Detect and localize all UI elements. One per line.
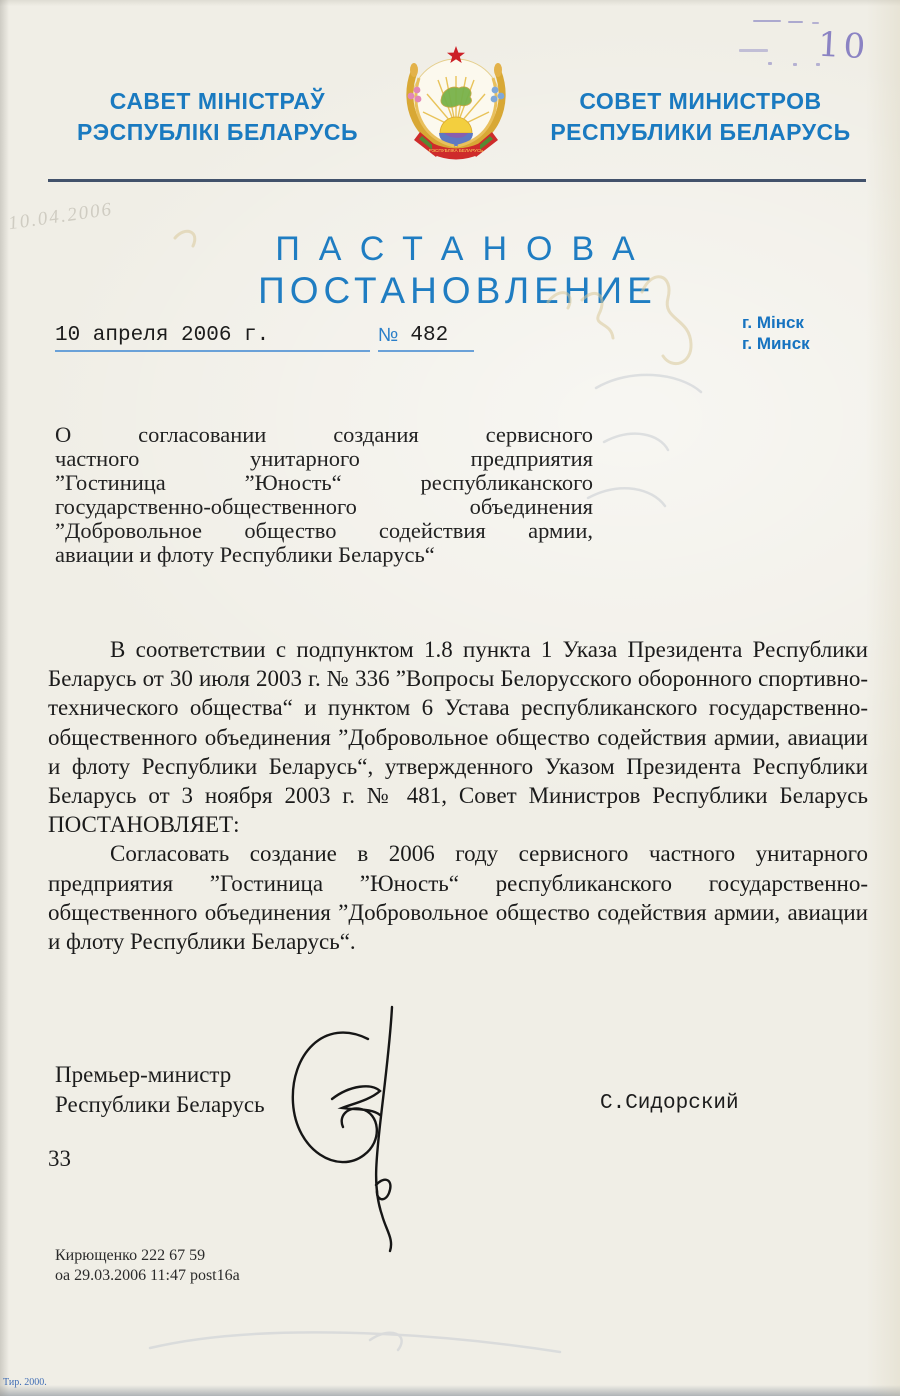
- title-russian: ПОСТАНОВЛЕНИЕ: [258, 270, 657, 311]
- pencil-dot: [793, 63, 797, 66]
- signer-position: [55, 1060, 265, 1120]
- subject-line: государственно-общественного объединения: [55, 493, 593, 519]
- pencil-dot: [768, 62, 772, 65]
- belarus-coat-of-arms-icon: [394, 40, 518, 166]
- title-belarusian: ПАСТАНОВА: [275, 230, 654, 268]
- footer-contact: Кирющенко 222 67 59: [55, 1247, 206, 1264]
- body-paragraph-1: В соответствии с подпунктом 1.8 пункта 1 Указа Президента Республики Беларусь от 30 июля 2003 г. № 336 ”Вопросы Белорусского оборонного спортивно-технического общества“ и пунктом 6 Устава республиканского государственно-общественного объединения ”Добровольное общество содействия армии, авиации и флоту Республики Беларусь“, утвержденного Указом Президента Республики Беларусь от 3 ноября 2003 г. № 481, Совет Министров Республики Беларусь ПОСТАНОВЛЯЕТ:: [48, 637, 868, 838]
- header-left-title: [50, 86, 385, 148]
- footer-block: [55, 1246, 240, 1286]
- document-number-field: [378, 324, 474, 352]
- place-russian: г. Минск: [742, 334, 810, 353]
- decree-body: [48, 635, 868, 956]
- sheet-number: 33: [48, 1146, 71, 1171]
- pencil-dash: [812, 22, 819, 24]
- pencil-dash: [788, 21, 803, 23]
- header-left-line1: САВЕТ МІНІСТРАЎ: [109, 88, 326, 114]
- decree-subject: [55, 423, 593, 566]
- print-run-note: Тир. 2000.: [3, 1377, 47, 1388]
- subject-line: частного унитарного предприятия: [55, 445, 593, 471]
- page-number-stamp: 10: [816, 24, 871, 68]
- footer-processing: оа 29.03.2006 11:47 post16a: [55, 1267, 240, 1284]
- body-paragraph-2: Согласовать создание в 2006 году сервисного частного унитарного предприятия ”Гостиница ”Юность“ республиканского государственно-общественного объединения ”Добровольное общество содействия армии, авиации и флоту Республики Беларусь“.: [48, 841, 868, 955]
- number-sign: №: [378, 325, 399, 346]
- place-block: [742, 312, 810, 354]
- emblem-banner-text: РЭСПУБЛІКА БЕЛАРУСЬ: [428, 148, 484, 153]
- place-belarusian: г. Мінск: [742, 313, 804, 332]
- document-title: [125, 230, 785, 312]
- header-divider-rule: [48, 179, 866, 182]
- document-number: 482: [410, 324, 449, 347]
- subject-line: ”Добровольное общество содействия армии,: [55, 517, 593, 543]
- ghost-handwritten-date: 10.04.2006: [6, 198, 115, 235]
- header-right-line1: СОВЕТ МИНИСТРОВ: [579, 88, 822, 114]
- subject-line: О согласовании создания сервисного: [55, 422, 593, 447]
- header-left-line2: РЭСПУБЛІКІ БЕЛАРУСЬ: [76, 119, 359, 145]
- pencil-dash: [753, 20, 781, 22]
- signer-name: С.Сидорский: [600, 1092, 739, 1115]
- document-date: 10 апреля 2006 г.: [55, 324, 370, 352]
- header-right-line2: РЕСПУБЛИКИ БЕЛАРУСЬ: [550, 119, 851, 145]
- subject-line: ”Гостиница ”Юность“ республиканского: [55, 469, 593, 495]
- signer-position-line1: Премьер-министр: [55, 1062, 232, 1087]
- pencil-dash: [739, 49, 768, 52]
- subject-line: авиации и флоту Республики Беларусь“: [55, 541, 435, 567]
- date-number-row: [55, 324, 474, 352]
- signer-position-line2: Республики Беларусь: [55, 1092, 265, 1117]
- handwritten-signature: [272, 1003, 457, 1253]
- header-right-title: [533, 86, 868, 148]
